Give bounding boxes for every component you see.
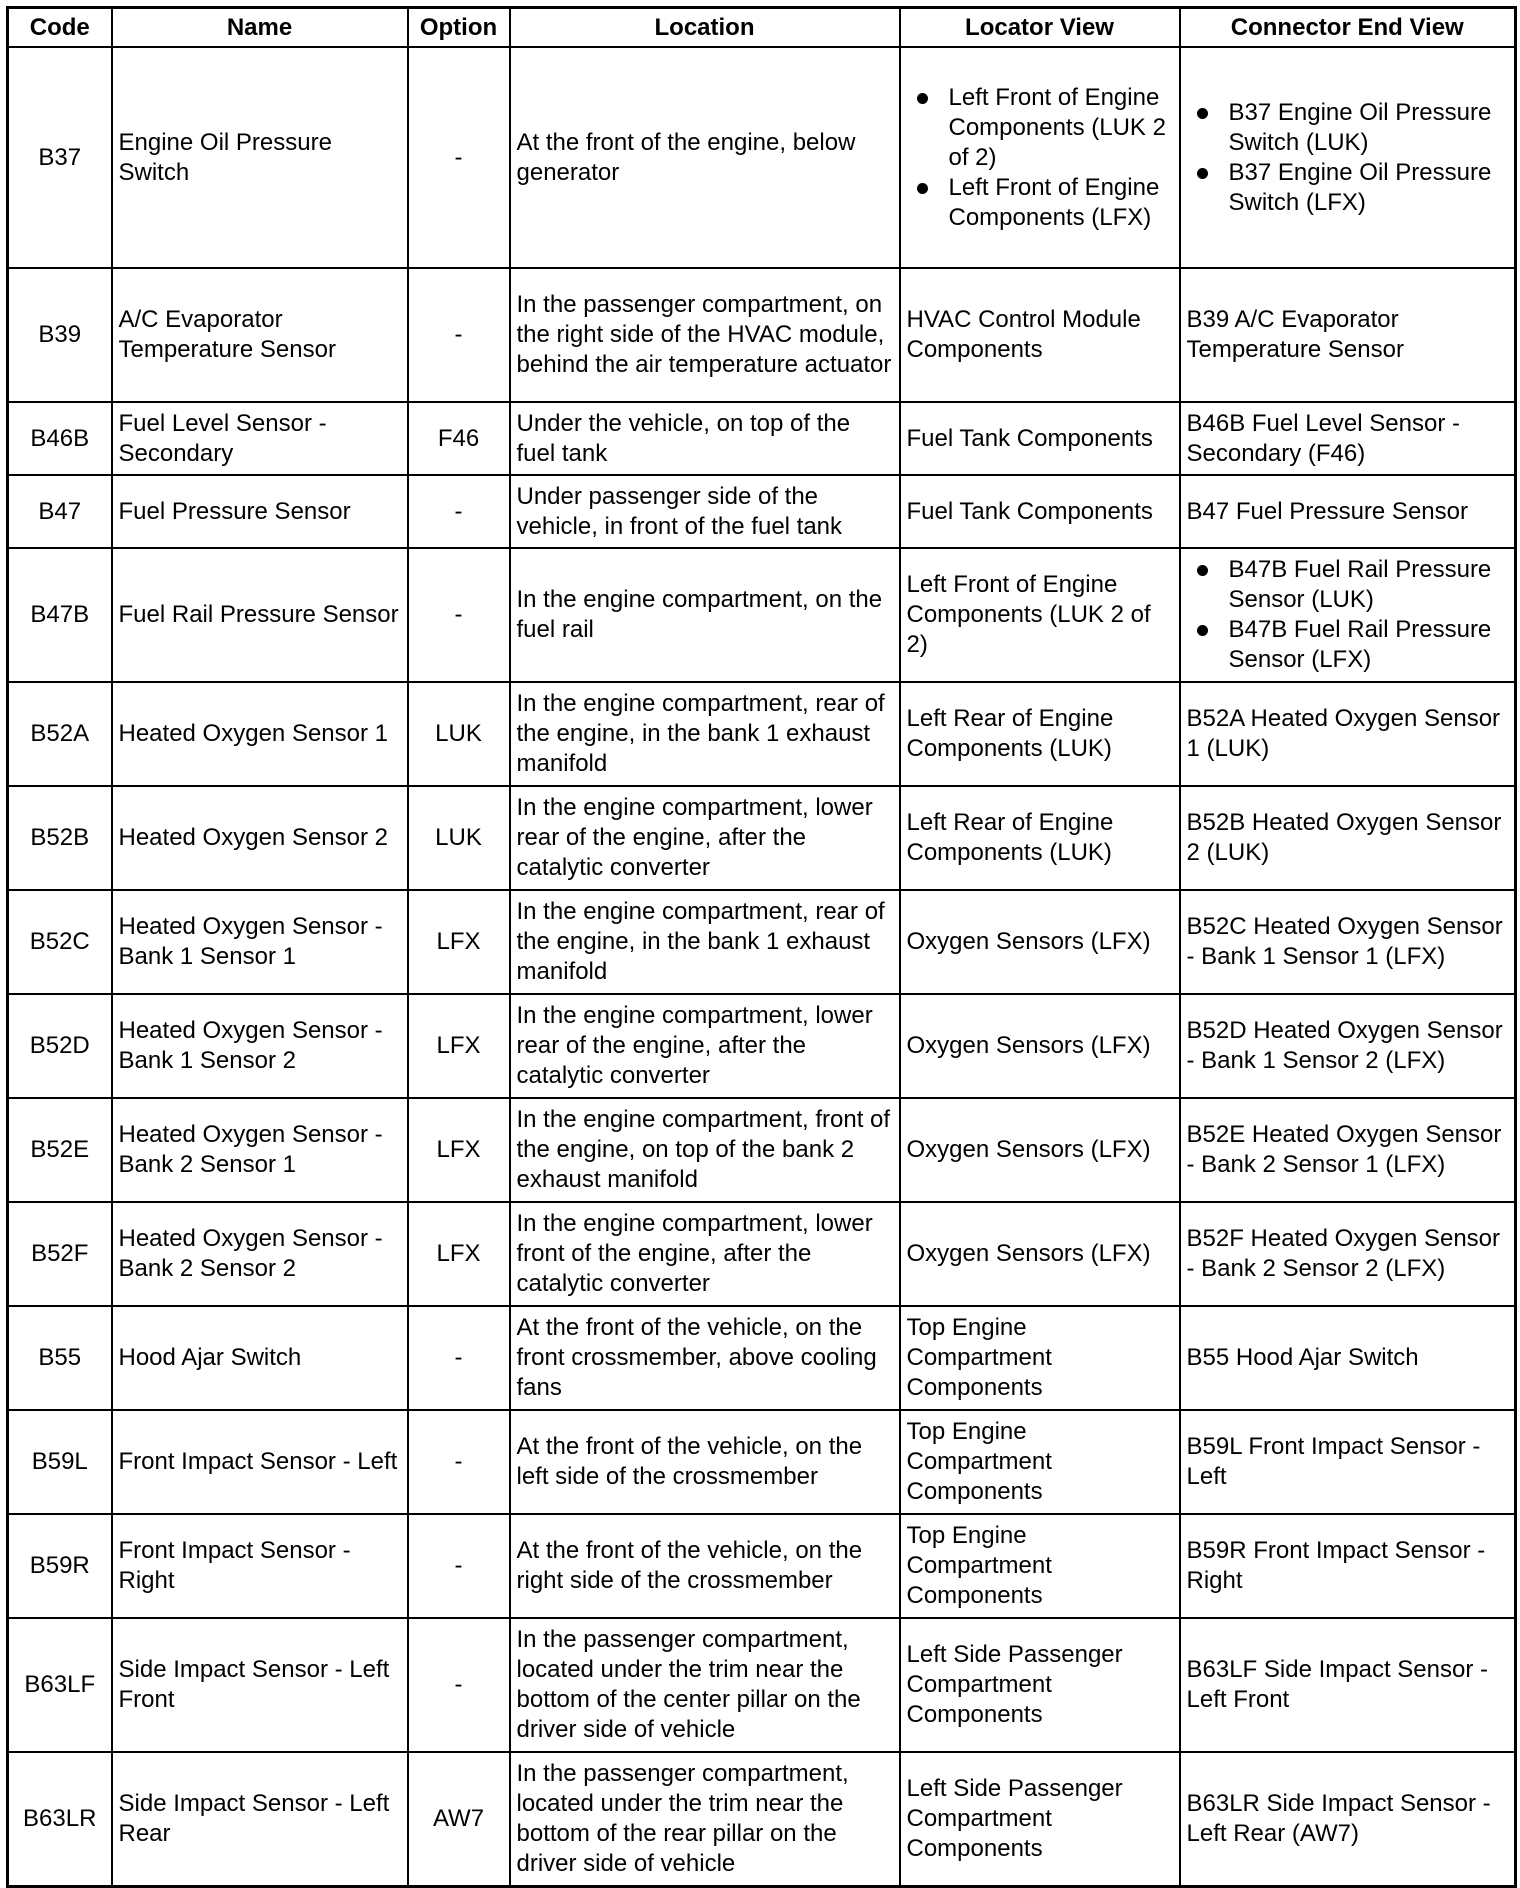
cell-code: B46B xyxy=(8,402,112,475)
cell-connector-end-view: B63LF Side Impact Sensor - Left Front xyxy=(1180,1618,1516,1752)
cell-connector-end-view: B52A Heated Oxygen Sensor 1 (LUK) xyxy=(1180,682,1516,786)
bullet-item: B37 Engine Oil Pressure Switch (LFX) xyxy=(1229,158,1509,218)
cell-connector-end-view: B59L Front Impact Sensor - Left xyxy=(1180,1410,1516,1514)
cell-location: At the front of the vehicle, on the front crossmember, above cooling fans xyxy=(510,1306,900,1410)
cell-locator-view xyxy=(900,47,1180,268)
header-option: Option xyxy=(408,8,510,48)
cell-option: LFX xyxy=(408,994,510,1098)
table-row xyxy=(8,1752,1516,1886)
cell-location: In the engine compartment, lower rear of the engine, after the catalytic converter xyxy=(510,994,900,1098)
cell-locator-view: Oxygen Sensors (LFX) xyxy=(900,1202,1180,1306)
cell-option: - xyxy=(408,548,510,682)
cell-name: Hood Ajar Switch xyxy=(112,1306,408,1410)
cell-connector-end-view: B39 A/C Evaporator Temperature Sensor xyxy=(1180,268,1516,402)
cell-location: In the engine compartment, lower front of the engine, after the catalytic converter xyxy=(510,1202,900,1306)
cell-locator-view: Left Side Passenger Compartment Components xyxy=(900,1618,1180,1752)
bullet-item: B47B Fuel Rail Pressure Sensor (LFX) xyxy=(1229,615,1509,675)
bullet-item: B47B Fuel Rail Pressure Sensor (LUK) xyxy=(1229,555,1509,615)
cell-connector-end-view: B52C Heated Oxygen Sensor - Bank 1 Sensor 1 (LFX) xyxy=(1180,890,1516,994)
cell-connector-end-view xyxy=(1180,47,1516,268)
cell-name: Side Impact Sensor - Left Rear xyxy=(112,1752,408,1886)
cell-location: At the front of the vehicle, on the left side of the crossmember xyxy=(510,1410,900,1514)
cell-location: In the engine compartment, lower rear of the engine, after the catalytic converter xyxy=(510,786,900,890)
cell-code: B59L xyxy=(8,1410,112,1514)
cell-location: At the front of the vehicle, on the right side of the crossmember xyxy=(510,1514,900,1618)
cell-name: Front Impact Sensor - Left xyxy=(112,1410,408,1514)
cell-option: - xyxy=(408,47,510,268)
cell-option: AW7 xyxy=(408,1752,510,1886)
cell-connector-end-view: B46B Fuel Level Sensor - Secondary (F46) xyxy=(1180,402,1516,475)
cell-connector-end-view: B52F Heated Oxygen Sensor - Bank 2 Sensor 2 (LFX) xyxy=(1180,1202,1516,1306)
cell-locator-view: Oxygen Sensors (LFX) xyxy=(900,994,1180,1098)
cell-option: LUK xyxy=(408,682,510,786)
cell-option: F46 xyxy=(408,402,510,475)
table-row xyxy=(8,1410,1516,1514)
cell-locator-view: Fuel Tank Components xyxy=(900,402,1180,475)
cell-name: Fuel Pressure Sensor xyxy=(112,475,408,548)
cell-code: B52C xyxy=(8,890,112,994)
cell-name: Heated Oxygen Sensor - Bank 2 Sensor 1 xyxy=(112,1098,408,1202)
cell-connector-end-view: B52E Heated Oxygen Sensor - Bank 2 Sensor 1 (LFX) xyxy=(1180,1098,1516,1202)
cell-location: In the engine compartment, rear of the engine, in the bank 1 exhaust manifold xyxy=(510,890,900,994)
cell-option: - xyxy=(408,1306,510,1410)
cell-name: Heated Oxygen Sensor - Bank 2 Sensor 2 xyxy=(112,1202,408,1306)
cell-connector-end-view xyxy=(1180,548,1516,682)
cell-name: Heated Oxygen Sensor 2 xyxy=(112,786,408,890)
cell-option: LFX xyxy=(408,1202,510,1306)
header-code: Code xyxy=(8,8,112,48)
table-row xyxy=(8,994,1516,1098)
cell-locator-view: Left Rear of Engine Components (LUK) xyxy=(900,786,1180,890)
table-row xyxy=(8,1618,1516,1752)
cell-locator-view: Oxygen Sensors (LFX) xyxy=(900,1098,1180,1202)
table-row xyxy=(8,786,1516,890)
cell-locator-view: Fuel Tank Components xyxy=(900,475,1180,548)
bullet-list xyxy=(1187,555,1509,675)
cell-location: In the passenger compartment, located under the trim near the bottom of the center pillar on the driver side of vehicle xyxy=(510,1618,900,1752)
cell-location: Under the vehicle, on top of the fuel tank xyxy=(510,402,900,475)
cell-code: B52A xyxy=(8,682,112,786)
cell-name: Front Impact Sensor - Right xyxy=(112,1514,408,1618)
cell-name: Heated Oxygen Sensor - Bank 1 Sensor 1 xyxy=(112,890,408,994)
cell-locator-view: Left Rear of Engine Components (LUK) xyxy=(900,682,1180,786)
cell-locator-view: Oxygen Sensors (LFX) xyxy=(900,890,1180,994)
cell-option: LFX xyxy=(408,1098,510,1202)
header-connector-end-view: Connector End View xyxy=(1180,8,1516,48)
table-row xyxy=(8,682,1516,786)
cell-name: Fuel Rail Pressure Sensor xyxy=(112,548,408,682)
cell-locator-view: Left Front of Engine Components (LUK 2 of 2) xyxy=(900,548,1180,682)
cell-location: At the front of the engine, below generator xyxy=(510,47,900,268)
cell-location: In the engine compartment, rear of the engine, in the bank 1 exhaust manifold xyxy=(510,682,900,786)
component-table xyxy=(6,6,1517,1888)
table-row xyxy=(8,1098,1516,1202)
bullet-item: B37 Engine Oil Pressure Switch (LUK) xyxy=(1229,98,1509,158)
cell-code: B47 xyxy=(8,475,112,548)
table-row xyxy=(8,1202,1516,1306)
cell-locator-view: Top Engine Compartment Components xyxy=(900,1514,1180,1618)
cell-option: - xyxy=(408,475,510,548)
cell-option: - xyxy=(408,1514,510,1618)
cell-code: B63LF xyxy=(8,1618,112,1752)
table-row xyxy=(8,548,1516,682)
bullet-item: Left Front of Engine Components (LUK 2 of 2) xyxy=(949,83,1173,173)
cell-location: In the engine compartment, on the fuel rail xyxy=(510,548,900,682)
cell-connector-end-view: B59R Front Impact Sensor - Right xyxy=(1180,1514,1516,1618)
bullet-list xyxy=(907,83,1173,233)
cell-name: Heated Oxygen Sensor - Bank 1 Sensor 2 xyxy=(112,994,408,1098)
cell-option: - xyxy=(408,268,510,402)
header-location: Location xyxy=(510,8,900,48)
table-row xyxy=(8,1306,1516,1410)
table-row xyxy=(8,402,1516,475)
cell-locator-view: Left Side Passenger Compartment Components xyxy=(900,1752,1180,1886)
cell-connector-end-view: B52D Heated Oxygen Sensor - Bank 1 Sensor 2 (LFX) xyxy=(1180,994,1516,1098)
cell-locator-view: Top Engine Compartment Components xyxy=(900,1306,1180,1410)
table-row xyxy=(8,890,1516,994)
table-row xyxy=(8,475,1516,548)
cell-code: B52E xyxy=(8,1098,112,1202)
cell-locator-view: HVAC Control Module Components xyxy=(900,268,1180,402)
table-row xyxy=(8,1514,1516,1618)
cell-option: LFX xyxy=(408,890,510,994)
cell-code: B52B xyxy=(8,786,112,890)
header-locator-view: Locator View xyxy=(900,8,1180,48)
cell-location: Under passenger side of the vehicle, in front of the fuel tank xyxy=(510,475,900,548)
cell-option: LUK xyxy=(408,786,510,890)
bullet-list xyxy=(1187,98,1509,218)
cell-code: B39 xyxy=(8,268,112,402)
bullet-item: Left Front of Engine Components (LFX) xyxy=(949,173,1173,233)
cell-connector-end-view: B63LR Side Impact Sensor - Left Rear (AW7) xyxy=(1180,1752,1516,1886)
cell-name: A/C Evaporator Temperature Sensor xyxy=(112,268,408,402)
cell-connector-end-view: B55 Hood Ajar Switch xyxy=(1180,1306,1516,1410)
cell-location: In the engine compartment, front of the engine, on top of the bank 2 exhaust manifold xyxy=(510,1098,900,1202)
header-name: Name xyxy=(112,8,408,48)
cell-code: B63LR xyxy=(8,1752,112,1886)
cell-option: - xyxy=(408,1410,510,1514)
cell-code: B59R xyxy=(8,1514,112,1618)
cell-name: Engine Oil Pressure Switch xyxy=(112,47,408,268)
table-row xyxy=(8,47,1516,268)
cell-location: In the passenger compartment, located under the trim near the bottom of the rear pillar on the driver side of vehicle xyxy=(510,1752,900,1886)
table-row xyxy=(8,268,1516,402)
cell-code: B52D xyxy=(8,994,112,1098)
header-row xyxy=(8,8,1516,48)
cell-location: In the passenger compartment, on the right side of the HVAC module, behind the air temperature actuator xyxy=(510,268,900,402)
cell-locator-view: Top Engine Compartment Components xyxy=(900,1410,1180,1514)
cell-option: - xyxy=(408,1618,510,1752)
cell-connector-end-view: B47 Fuel Pressure Sensor xyxy=(1180,475,1516,548)
cell-code: B55 xyxy=(8,1306,112,1410)
cell-name: Fuel Level Sensor - Secondary xyxy=(112,402,408,475)
cell-connector-end-view: B52B Heated Oxygen Sensor 2 (LUK) xyxy=(1180,786,1516,890)
cell-code: B37 xyxy=(8,47,112,268)
cell-code: B52F xyxy=(8,1202,112,1306)
cell-name: Heated Oxygen Sensor 1 xyxy=(112,682,408,786)
cell-name: Side Impact Sensor - Left Front xyxy=(112,1618,408,1752)
cell-code: B47B xyxy=(8,548,112,682)
